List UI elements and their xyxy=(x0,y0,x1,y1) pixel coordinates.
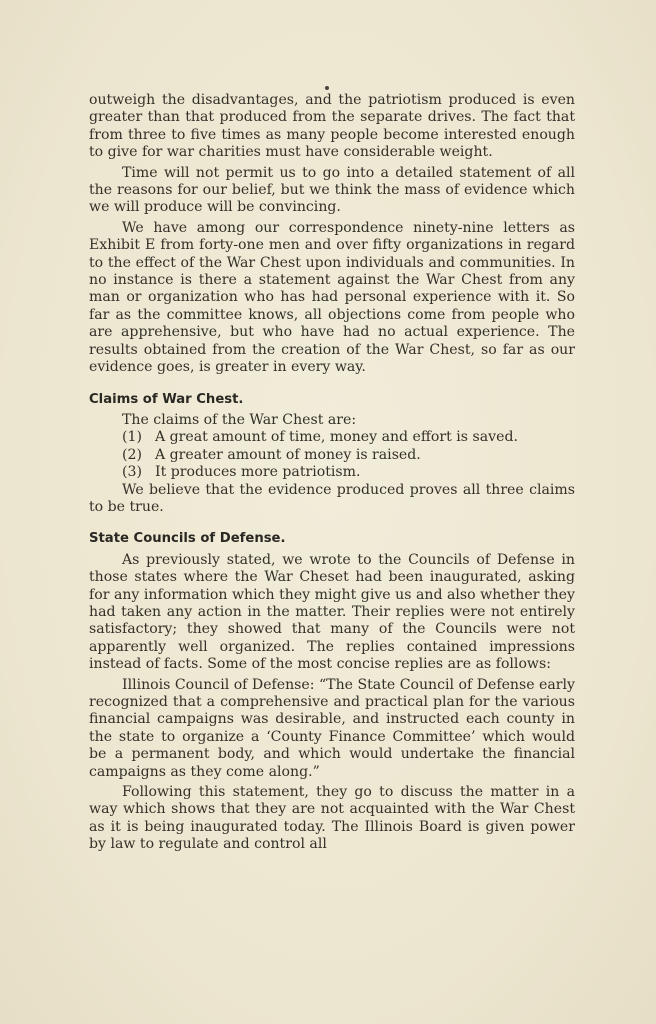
ink-dot xyxy=(325,86,329,90)
claim-text: A greater amount of money is raised. xyxy=(155,446,421,463)
claim-text: A great amount of time, money and effort is saved. xyxy=(155,429,518,446)
heading-state-councils: State Councils of Defense. xyxy=(89,531,286,547)
claim-item xyxy=(122,464,575,481)
claim-item xyxy=(122,447,575,464)
claim-number: (1) xyxy=(122,429,142,446)
paragraph-illinois-quote: Illinois Council of Defense: “The State Council of Defense early recognized that a comprehensive and practical plan for the various financial campaigns was desirable, and instructed each county in the state to organize a ‘County Finance Committee’ which would be a permanent body, and which would undertake the financial campaigns as they come along.” xyxy=(89,676,575,780)
claims-conclusion: We believe that the evidence produced proves all three claims to be true. xyxy=(89,481,575,515)
page-body xyxy=(89,92,575,854)
paragraph-councils-intro: As previously stated, we wrote to the Councils of Defense in those states where the War Cheset had been inaugurated, asking for any information which they might give us and also whether they had taken any action in the matter. Their replies were not entirely satisfactory; they showed that many of the Councils were not apparently well organized. The replies contained impressions instead of facts. Some of the most concise replies are as follows: xyxy=(89,551,575,673)
heading-claims: Claims of War Chest. xyxy=(89,391,244,407)
paragraph-following: Following this statement, they go to discuss the matter in a way which shows that they are not acquainted with the War Chest as it is being inaugurated today. The Illinois Board is given power by law to regulate and control all xyxy=(89,784,575,853)
claim-number: (2) xyxy=(122,446,142,463)
claim-text: It produces more patriotism. xyxy=(155,464,361,481)
claim-item xyxy=(122,429,575,446)
paragraph-time: Time will not permit us to go into a detailed statement of all the reasons for our belief, but we think the mass of evidence which we will produce will be convincing. xyxy=(89,164,575,216)
claim-number: (3) xyxy=(122,464,142,481)
paragraph-correspondence: We have among our correspondence ninety-nine letters as Exhibit E from forty-one men and over fifty organizations in regard to the effect of the War Chest upon individuals and communities. In no instance is there a statement against the War Chest from any man or organization who has had personal experience with it. So far as the committee knows, all objections come from people who are apprehensive, but who have had no actual experience. The results obtained from the creation of the War Chest, so far as our evidence goes, is greater in every way. xyxy=(89,219,575,376)
paragraph-continued: outweigh the disadvantages, and the patriotism produced is even greater than that produced from the separate drives. The fact that from three to five times as many people become interested enough to give for war charities must have considerable weight. xyxy=(89,92,575,161)
claims-intro: The claims of the War Chest are: xyxy=(122,411,357,428)
